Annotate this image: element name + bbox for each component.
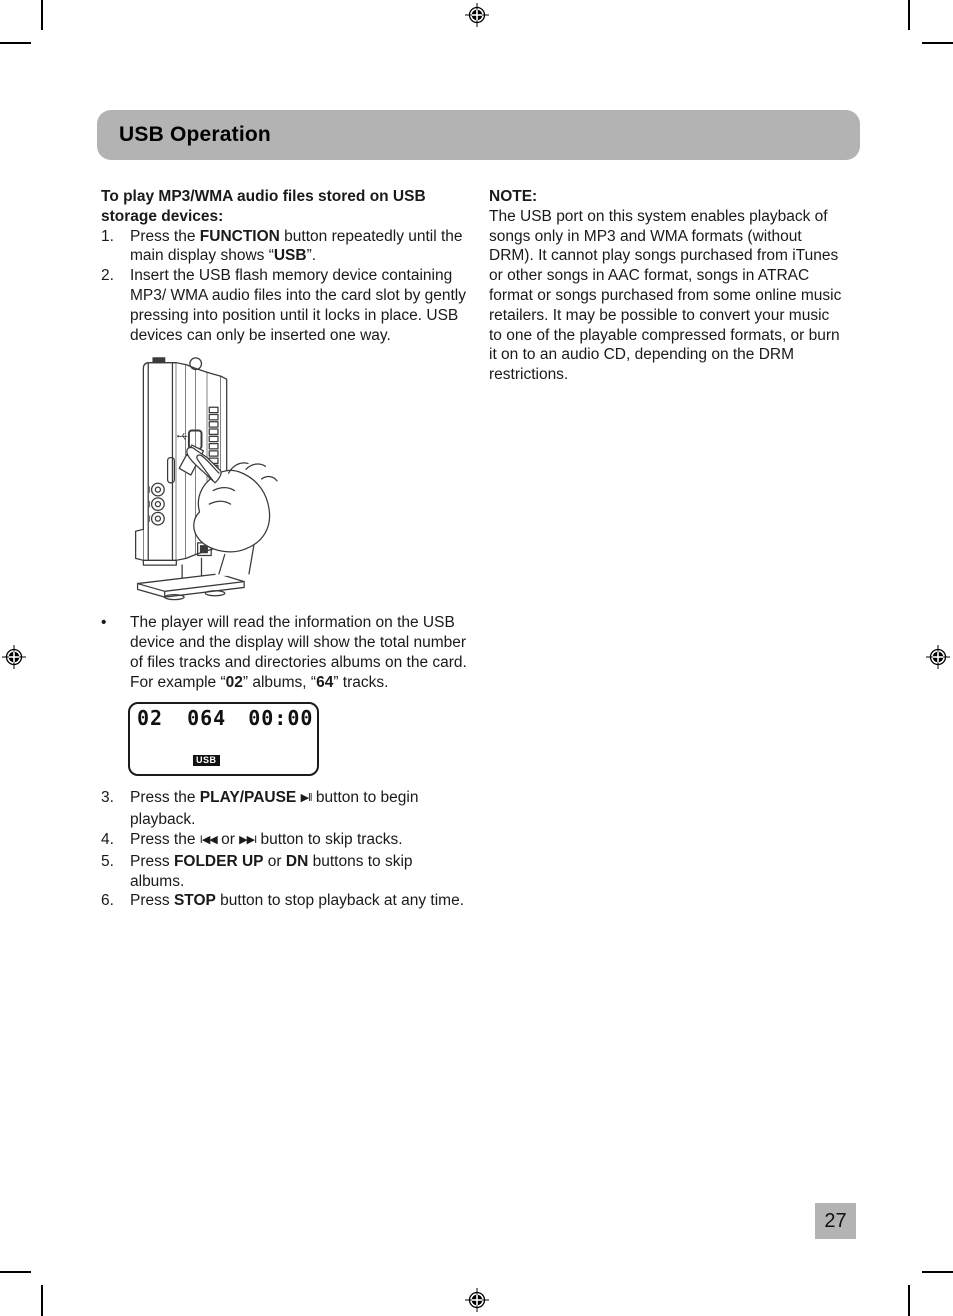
step-number: 1. [101, 227, 114, 245]
bullet-text: The player will read the information on the USB device and the display will show the total number of files tracks and directories albums on the card. For example “02” albums, “64” tracks. [130, 614, 467, 691]
device-usb-insertion-illustration [128, 353, 368, 601]
play-pause-icon: ▶‖ [300, 792, 312, 805]
crop-mark [908, 1285, 910, 1316]
lcd-digits [130, 704, 317, 729]
step-item-1 [101, 227, 468, 267]
crop-mark [922, 42, 953, 44]
section-header [97, 110, 860, 160]
bullet-marker: • [101, 614, 107, 632]
step-text: Press the FUNCTION button repeatedly until the main display shows “USB”. [130, 227, 463, 265]
step-text: Press the I◀◀ or ▶▶I button to skip tracks. [130, 830, 403, 848]
lcd-usb-badge: USB [193, 755, 220, 766]
step-number: 5. [101, 852, 114, 870]
step-text: Press STOP button to stop playback at any time. [130, 892, 465, 910]
step-item-5 [101, 852, 468, 892]
crop-mark [41, 1285, 43, 1316]
skip-forward-icon: ▶▶I [239, 833, 257, 846]
step-item-2 [101, 266, 468, 345]
left-column [101, 187, 468, 911]
lcd-album-count: 02 [137, 706, 164, 731]
registration-mark-icon [2, 645, 26, 669]
note-heading: NOTE: [489, 188, 538, 205]
registration-mark-icon [926, 645, 950, 669]
crop-mark [0, 1271, 31, 1273]
step-item-6 [101, 891, 468, 911]
page-section-title: USB Operation [119, 123, 271, 146]
registration-mark-icon [465, 3, 489, 27]
step-number: 4. [101, 830, 114, 848]
instructions-heading: To play MP3/WMA audio files stored on USB storage devices: [101, 188, 426, 225]
crop-mark [908, 0, 910, 30]
right-column [489, 187, 846, 385]
step-text: Press FOLDER UP or DN buttons to skip albums. [130, 852, 413, 890]
bullet-item [101, 613, 468, 692]
crop-mark [0, 42, 31, 44]
page-number: 27 [815, 1203, 856, 1239]
note-text: The USB port on this system enables playback of songs only in MP3 and WMA formats (without DRM). It cannot play songs purchased from iTunes or other songs in AAC format, songs in ATRAC format or songs purchased from some online music retailers. It may be possible to convert your music to one of the playable compressed formats, or burn it on to an audio CD, depending on the DRM restrictions. [489, 207, 842, 384]
step-number: 3. [101, 789, 114, 807]
registration-mark-icon [465, 1288, 489, 1312]
lcd-track-count: 064 [187, 706, 227, 731]
step-item-4 [101, 830, 468, 852]
step-text: Press the PLAY/PAUSE ▶‖ button to begin playback. [130, 789, 419, 829]
step-number: 2. [101, 267, 114, 285]
crop-mark [922, 1271, 953, 1273]
lcd-time: 00:00 [248, 706, 314, 731]
step-item-3 [101, 788, 468, 830]
step-number: 6. [101, 892, 114, 910]
step-text: Insert the USB flash memory device containing MP3/ WMA audio files into the card slot by gently pressing into position until it locks in place. USB devices can only be inserted one way. [130, 267, 466, 344]
crop-mark [41, 0, 43, 30]
skip-back-icon: I◀◀ [199, 833, 217, 846]
lcd-display-panel [128, 702, 319, 776]
